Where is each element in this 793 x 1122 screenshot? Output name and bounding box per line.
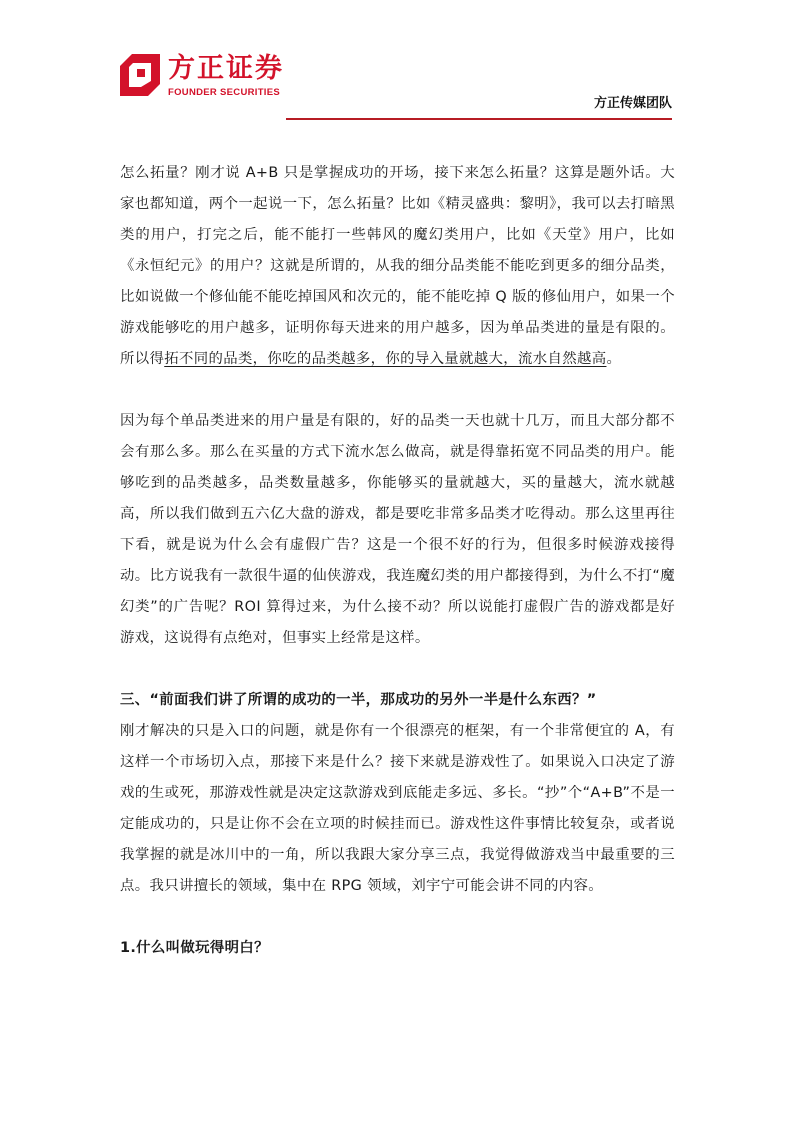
logo-english-name: FOUNDER SECURITIES xyxy=(168,87,281,98)
paragraph-gameplay: 刚才解决的只是入口的问题，就是你有一个很漂亮的框架，有一个非常便宜的 A，有这样一个市场切入点，那接下来是什么？接下来就是游戏性了。如果说入口决定了游戏的生或死，那游戏性就是决定这款游戏到底能走多远、多长。“抄”个“A+B”不是一定能成功的，只是让你不会在立项的时候挂而已。游戏性这件事情比较复杂，或者说我掌握的就是冰川中的一角，所以我跟大家分享三点，我觉得做游戏当中最重要的三点。我只讲擅长的领域，集中在 RPG 领域，刘宇宁可能会讲不同的内容。 xyxy=(120,723,675,894)
subsection-heading-1: 1.什么叫做玩得明白？ xyxy=(120,940,269,956)
company-logo xyxy=(120,54,284,98)
header-divider xyxy=(286,118,672,120)
paragraph-expand-volume xyxy=(120,158,675,375)
paragraph-spacer xyxy=(120,375,675,406)
underlined-key-point: 拓不同的品类，你吃的品类越多，你的导入量就越大，流水自然越高 xyxy=(164,351,607,367)
paragraph-user-volume: 因为每个单品类进来的用户量是有限的，好的品类一天也就十几万，而且大部分都不会有那么多。那么在买量的方式下流水怎么做高，就是得靠拓宽不同品类的用户。能够吃到的品类越多，品类数量越多，你能够买的量就越大，买的量越大，流水就越高，所以我们做到五六亿大盘的游戏，都是要吃非常多品类才吃得动。那么这里再往下看，就是说为什么会有虚假广告？这是一个很不好的行为，但很多时候游戏接得动。比方说我有一款很牛逼的仙侠游戏，我连魔幻类的用户都接得到，为什么不打“魔幻类”的广告呢？ROI 算得过来，为什么接不动？所以说能打虚假广告的游戏都是好游戏，这说得有点绝对，但事实上经常是这样。 xyxy=(120,413,675,646)
paragraph-spacer xyxy=(120,902,675,933)
paragraph-spacer xyxy=(120,654,675,685)
logo-chinese-name: 方正证券 xyxy=(168,53,284,84)
section-heading-3: 三、“前面我们讲了所谓的成功的一半，那成功的另外一半是什么东西？” xyxy=(120,692,597,708)
paragraph-text: 怎么拓量？刚才说 A+B 只是掌握成功的开场，接下来怎么拓量？这算是题外话。大家也都知道，两个一起说一下，怎么拓量？比如《精灵盛典：黎明》，我可以去打暗黑类的用户，打完之后，能不能打一些韩风的魔幻类用户，比如《天堂》用户，比如《永恒纪元》的用户？这就是所谓的，从我的细分品类能不能吃到更多的细分品类，比如说做一个修仙能不能吃掉国风和次元的，能不能吃掉 Q 版的修仙用户，如果一个游戏能够吃的用户越多，证明你每天进来的用户越多，因为单品类进的量是有限的。所以得 xyxy=(120,165,675,367)
logo-text xyxy=(168,54,284,98)
team-name: 方正传媒团队 xyxy=(593,96,672,111)
paragraph-end: 。 xyxy=(606,351,622,367)
document-body xyxy=(120,158,675,964)
founder-logo-icon xyxy=(120,54,160,96)
